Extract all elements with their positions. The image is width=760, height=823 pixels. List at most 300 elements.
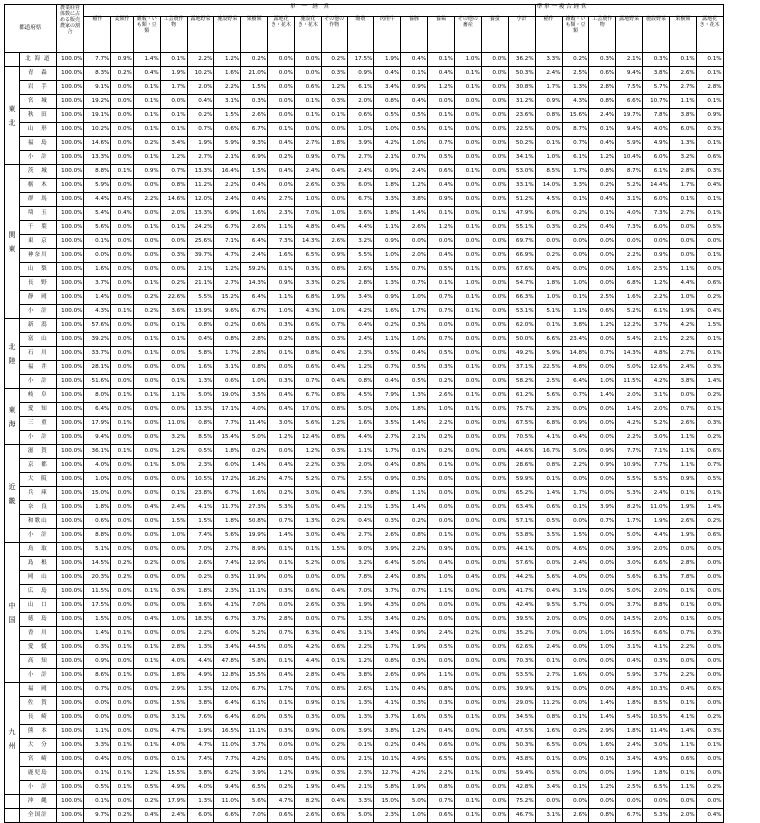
cell-value: 6.9%	[241, 151, 268, 165]
prefecture-name: 宮 崎	[20, 753, 57, 767]
cell-value: 0.4%	[321, 795, 347, 809]
cell-value: 0.0%	[454, 431, 481, 445]
cell-value: 59.2%	[241, 263, 268, 277]
cell-value: 3.1%	[616, 193, 643, 207]
cell-value: 14.6%	[160, 193, 187, 207]
cell-value: 12.0%	[187, 193, 214, 207]
cell-value: 1.6%	[268, 249, 295, 263]
table-row	[5, 809, 754, 823]
cell-value: 4.4%	[347, 221, 374, 235]
cell-value: 1.0%	[84, 473, 111, 487]
column-header: 果樹類	[669, 17, 696, 53]
cell-value: 0.0%	[294, 53, 321, 67]
cell-value: 1.5%	[241, 165, 268, 179]
cell-value: 0.9%	[374, 473, 401, 487]
cell-value: 0.7%	[294, 375, 321, 389]
cell-value: 0.0%	[669, 543, 696, 557]
cell-value: 3.1%	[616, 641, 643, 655]
cell-value: 0.9%	[294, 697, 321, 711]
cell-value: 5.0%	[187, 389, 214, 403]
cell-value: 0.9%	[401, 669, 428, 683]
cell-value: 6.7%	[214, 487, 241, 501]
cell-value: 23.8%	[187, 487, 214, 501]
cell-value: 0.1%	[535, 319, 562, 333]
table-row	[5, 95, 754, 109]
cell-value: 1.7%	[374, 445, 401, 459]
cell-value: 3.0%	[294, 529, 321, 543]
cell-value: 1.8%	[214, 445, 241, 459]
cell-value: 0.3%	[84, 641, 111, 655]
cell-value: 6.0%	[643, 151, 670, 165]
cell-value: 5.0%	[401, 557, 428, 571]
region-label: 東 海	[5, 389, 20, 445]
cell-value: 1.2%	[321, 81, 347, 95]
cell-value: 1.9%	[643, 515, 670, 529]
cell-value: 0.0%	[428, 487, 455, 501]
cell-value: 0.9%	[696, 109, 723, 123]
table-row	[5, 473, 754, 487]
cell-value: 0.0%	[481, 655, 508, 669]
cell-value: 53.1%	[508, 305, 535, 319]
cell-value: 5.0%	[401, 795, 428, 809]
cell-value: 0.9%	[589, 459, 616, 473]
cell-value: 3.4%	[214, 641, 241, 655]
cell-value: 6.7%	[214, 613, 241, 627]
cell-value: 0.6%	[214, 123, 241, 137]
cell-value: 0.0%	[111, 109, 134, 123]
cell-value: 1.0%	[401, 333, 428, 347]
cell-value: 0.0%	[481, 95, 508, 109]
cell-value: 4.3%	[84, 305, 111, 319]
cell-value: 0.0%	[481, 557, 508, 571]
prefecture-name: 埼 玉	[20, 207, 57, 221]
table-row	[5, 781, 754, 795]
cell-value: 6.4%	[562, 375, 589, 389]
cell-value: 9.1%	[535, 683, 562, 697]
cell-value: 0.0%	[111, 459, 134, 473]
table-row	[5, 599, 754, 613]
cell-value: 0.6%	[428, 739, 455, 753]
cell-value: 0.3%	[321, 445, 347, 459]
cell-value: 69.7%	[508, 235, 535, 249]
cell-value: 0.0%	[696, 235, 723, 249]
cell-value: 2.8%	[669, 557, 696, 571]
cell-value: 2.4%	[374, 571, 401, 585]
cell-value: 0.0%	[589, 473, 616, 487]
cell-value: 0.1%	[133, 81, 160, 95]
cell-value: 0.4%	[401, 739, 428, 753]
cell-value: 1.5%	[160, 697, 187, 711]
cell-value: 0.4%	[321, 501, 347, 515]
cell-value: 0.6%	[321, 809, 347, 823]
cell-value: 2.1%	[347, 781, 374, 795]
cell-value: 2.6%	[428, 389, 455, 403]
cell-value: 0.2%	[428, 445, 455, 459]
cell-value: 11.1%	[241, 725, 268, 739]
cell-value: 4.1%	[669, 711, 696, 725]
cell-value: 0.1%	[133, 277, 160, 291]
table-row	[5, 571, 754, 585]
cell-value: 0.0%	[481, 501, 508, 515]
cell-value: 0.0%	[562, 515, 589, 529]
cell-value: 7.0%	[241, 599, 268, 613]
cell-value: 0.1%	[160, 333, 187, 347]
cell-value: 9.4%	[616, 123, 643, 137]
cell-value: 2.6%	[374, 529, 401, 543]
cell-value: 9.3%	[241, 137, 268, 151]
cell-value: 0.1%	[133, 739, 160, 753]
cell-value: 0.1%	[454, 165, 481, 179]
cell-value: 0.6%	[84, 515, 111, 529]
prefecture-name: 神奈川	[20, 249, 57, 263]
region-label: 東 北	[5, 67, 20, 165]
cell-value: 11.9%	[241, 571, 268, 585]
cell-value: 10.5%	[643, 711, 670, 725]
cell-value: 0.1%	[160, 753, 187, 767]
cell-value: 3.3%	[562, 179, 589, 193]
cell-value: 2.8%	[268, 613, 295, 627]
cell-value: 6.1%	[347, 81, 374, 95]
cell-value: 0.0%	[133, 207, 160, 221]
cell-value: 5.0%	[616, 585, 643, 599]
cell-value: 2.2%	[669, 641, 696, 655]
cell-value: 0.0%	[562, 753, 589, 767]
cell-value: 0.0%	[696, 753, 723, 767]
cell-value: 14.8%	[562, 347, 589, 361]
cell-value: 5.8%	[187, 347, 214, 361]
cell-value: 0.7%	[187, 123, 214, 137]
cell-value: 100.0%	[56, 571, 84, 585]
cell-value: 0.0%	[481, 529, 508, 543]
cell-value: 0.1%	[111, 781, 134, 795]
cell-value: 0.0%	[589, 599, 616, 613]
cell-value: 2.4%	[535, 67, 562, 81]
cell-value: 5.9%	[214, 137, 241, 151]
cell-value: 0.6%	[696, 151, 723, 165]
prefecture-name: 長 崎	[20, 711, 57, 725]
cell-value: 0.0%	[589, 235, 616, 249]
cell-value: 0.9%	[428, 543, 455, 557]
cell-value: 0.1%	[133, 585, 160, 599]
cell-value: 0.0%	[669, 655, 696, 669]
cell-value: 0.0%	[481, 305, 508, 319]
cell-value: 0.2%	[696, 781, 723, 795]
cell-value: 5.7%	[643, 81, 670, 95]
cell-value: 5.0%	[241, 431, 268, 445]
column-header: その他の畜産	[454, 17, 481, 53]
cell-value: 0.0%	[696, 599, 723, 613]
cell-value: 0.1%	[535, 753, 562, 767]
cell-value: 8.8%	[84, 165, 111, 179]
cell-value: 0.8%	[535, 109, 562, 123]
cell-value: 2.7%	[669, 347, 696, 361]
cell-value: 0.6%	[428, 809, 455, 823]
cell-value: 16.4%	[214, 165, 241, 179]
cell-value: 0.0%	[481, 81, 508, 95]
cell-value: 100.0%	[56, 193, 84, 207]
cell-value: 100.0%	[56, 655, 84, 669]
cell-value: 0.1%	[347, 739, 374, 753]
cell-value: 4.9%	[187, 669, 214, 683]
cell-value: 1.5%	[321, 543, 347, 557]
table-row	[5, 333, 754, 347]
cell-value: 21.0%	[241, 67, 268, 81]
cell-value: 0.0%	[589, 613, 616, 627]
cell-value: 2.3%	[187, 459, 214, 473]
cell-value: 37.1%	[508, 361, 535, 375]
cell-value: 0.0%	[696, 641, 723, 655]
cell-value: 0.0%	[669, 389, 696, 403]
column-header: 稲作	[84, 17, 111, 53]
cell-value: 42.4%	[508, 599, 535, 613]
cell-value: 2.2%	[616, 249, 643, 263]
cell-value: 7.9%	[374, 389, 401, 403]
cell-value: 0.0%	[454, 669, 481, 683]
cell-value: 0.0%	[133, 571, 160, 585]
table-row	[5, 137, 754, 151]
column-header: 露地花き・花木	[696, 17, 723, 53]
cell-value: 0.6%	[241, 319, 268, 333]
cell-value: 0.0%	[481, 725, 508, 739]
cell-value: 0.0%	[111, 235, 134, 249]
cell-value: 2.2%	[562, 459, 589, 473]
cell-value: 0.4%	[374, 67, 401, 81]
cell-value: 1.4%	[535, 487, 562, 501]
prefecture-name: 岐 阜	[20, 389, 57, 403]
cell-value: 0.1%	[696, 193, 723, 207]
cell-value: 0.8%	[294, 333, 321, 347]
cell-value: 5.0%	[616, 529, 643, 543]
table-row	[5, 165, 754, 179]
cell-value: 0.1%	[111, 739, 134, 753]
cell-value: 0.0%	[268, 599, 295, 613]
cell-value: 4.0%	[187, 781, 214, 795]
cell-value: 0.0%	[111, 473, 134, 487]
cell-value: 7.0%	[535, 627, 562, 641]
cell-value: 1.6%	[84, 263, 111, 277]
cell-value: 0.2%	[111, 557, 134, 571]
cell-value: 4.1%	[535, 431, 562, 445]
cell-value: 3.1%	[562, 585, 589, 599]
cell-value: 0.0%	[111, 333, 134, 347]
cell-value: 8.5%	[187, 431, 214, 445]
cell-value: 4.1%	[187, 501, 214, 515]
cell-value: 100.0%	[56, 473, 84, 487]
cell-value: 100.0%	[56, 557, 84, 571]
cell-value: 2.0%	[347, 95, 374, 109]
prefecture-name: 島 根	[20, 557, 57, 571]
table-row	[5, 669, 754, 683]
prefecture-name: 石 川	[20, 347, 57, 361]
region-label: 関 東	[5, 165, 20, 319]
cell-value: 0.9%	[268, 277, 295, 291]
cell-value: 0.1%	[696, 67, 723, 81]
cell-value: 0.5%	[535, 515, 562, 529]
cell-value: 0.0%	[481, 487, 508, 501]
cell-value: 0.3%	[696, 627, 723, 641]
cell-value: 0.8%	[347, 375, 374, 389]
cell-value: 0.0%	[428, 473, 455, 487]
cell-value: 0.9%	[428, 193, 455, 207]
cell-value: 0.9%	[374, 165, 401, 179]
cell-value: 0.0%	[268, 753, 295, 767]
cell-value: 0.1%	[133, 109, 160, 123]
cell-value: 3.2%	[669, 151, 696, 165]
cell-value: 0.1%	[84, 767, 111, 781]
cell-value: 0.0%	[481, 753, 508, 767]
cell-value: 0.7%	[669, 403, 696, 417]
cell-value: 2.1%	[616, 53, 643, 67]
cell-value: 49.2%	[508, 347, 535, 361]
cell-value: 53.5%	[508, 669, 535, 683]
cell-value: 14.5%	[84, 557, 111, 571]
column-header: 露地野菜	[187, 17, 214, 53]
cell-value: 0.8%	[321, 389, 347, 403]
cell-value: 7.8%	[669, 571, 696, 585]
cell-value: 6.0%	[241, 711, 268, 725]
cell-value: 3.8%	[562, 319, 589, 333]
cell-value: 4.7%	[268, 795, 295, 809]
cell-value: 0.1%	[268, 263, 295, 277]
cell-value: 1.4%	[696, 375, 723, 389]
prefecture-name: 小 計	[20, 781, 57, 795]
cell-value: 7.6%	[187, 711, 214, 725]
cell-value: 0.4%	[535, 585, 562, 599]
cell-value: 0.5%	[401, 375, 428, 389]
cell-value: 0.4%	[347, 319, 374, 333]
cell-value: 1.9%	[616, 767, 643, 781]
cell-value: 0.1%	[111, 165, 134, 179]
cell-value: 22.5%	[508, 123, 535, 137]
cell-value: 100.0%	[56, 641, 84, 655]
prefecture-name: 栃 木	[20, 179, 57, 193]
cell-value: 24.2%	[187, 221, 214, 235]
cell-value: 0.4%	[562, 431, 589, 445]
table-row	[5, 795, 754, 809]
cell-value: 0.3%	[696, 361, 723, 375]
cell-value: 0.4%	[696, 179, 723, 193]
cell-value: 59.4%	[508, 767, 535, 781]
cell-value: 0.1%	[669, 585, 696, 599]
table-row	[5, 319, 754, 333]
cell-value: 0.0%	[294, 739, 321, 753]
cell-value: 0.8%	[428, 781, 455, 795]
cell-value: 5.6%	[616, 571, 643, 585]
cell-value: 11.0%	[160, 417, 187, 431]
cell-value: 0.0%	[160, 263, 187, 277]
cell-value: 0.5%	[535, 767, 562, 781]
cell-value: 3.4%	[374, 81, 401, 95]
cell-value: 0.0%	[589, 585, 616, 599]
cell-value: 7.8%	[347, 571, 374, 585]
cell-value: 1.0%	[374, 123, 401, 137]
cell-value: 3.1%	[535, 809, 562, 823]
cell-value: 7.7%	[643, 459, 670, 473]
cell-value: 0.0%	[454, 333, 481, 347]
cell-value: 0.3%	[428, 697, 455, 711]
cell-value: 5.6%	[535, 389, 562, 403]
cell-value: 0.0%	[454, 613, 481, 627]
cell-value: 0.0%	[696, 585, 723, 599]
table-row	[5, 347, 754, 361]
cell-value: 0.2%	[374, 739, 401, 753]
cell-value: 0.0%	[268, 641, 295, 655]
cell-value: 1.9%	[347, 599, 374, 613]
cell-value: 0.0%	[669, 235, 696, 249]
cell-value: 7.3%	[268, 235, 295, 249]
cell-value: 0.3%	[268, 375, 295, 389]
cell-value: 0.0%	[589, 417, 616, 431]
cell-value: 3.8%	[401, 193, 428, 207]
cell-value: 1.6%	[535, 725, 562, 739]
cell-value: 0.4%	[374, 375, 401, 389]
cell-value: 0.6%	[321, 641, 347, 655]
cell-value: 1.4%	[616, 403, 643, 417]
cell-value: 0.5%	[428, 263, 455, 277]
cell-value: 100.0%	[56, 613, 84, 627]
cell-value: 11.0%	[214, 795, 241, 809]
cell-value: 1.0%	[241, 375, 268, 389]
cell-value: 1.0%	[669, 291, 696, 305]
prefecture-name: 岡 山	[20, 571, 57, 585]
cell-value: 5.6%	[84, 221, 111, 235]
cell-value: 10.5%	[187, 473, 214, 487]
cell-value: 33.7%	[84, 347, 111, 361]
cell-value: 3.7%	[643, 319, 670, 333]
cell-value: 2.2%	[643, 291, 670, 305]
cell-value: 0.0%	[133, 235, 160, 249]
cell-value: 6.2%	[214, 767, 241, 781]
cell-value: 0.7%	[428, 795, 455, 809]
cell-value: 0.0%	[562, 795, 589, 809]
cell-value: 5.0%	[347, 403, 374, 417]
cell-value: 1.3%	[187, 683, 214, 697]
cell-value: 0.1%	[535, 655, 562, 669]
cell-value: 0.9%	[669, 473, 696, 487]
cell-value: 0.7%	[84, 683, 111, 697]
cell-value: 15.6%	[562, 109, 589, 123]
cell-value: 0.1%	[562, 193, 589, 207]
cell-value: 5.3%	[643, 809, 670, 823]
prefecture-name: 北 海 道	[20, 53, 57, 67]
cell-value: 0.7%	[401, 263, 428, 277]
cell-value: 1.0%	[401, 291, 428, 305]
cell-value: 4.4%	[669, 277, 696, 291]
cell-value: 1.9%	[187, 725, 214, 739]
cell-value: 4.4%	[347, 431, 374, 445]
cell-value: 3.3%	[374, 193, 401, 207]
cell-value: 75.7%	[508, 403, 535, 417]
cell-value: 0.6%	[428, 165, 455, 179]
column-header: 養豚	[401, 17, 428, 53]
cell-value: 6.6%	[616, 95, 643, 109]
cell-value: 2.5%	[347, 473, 374, 487]
table-row	[5, 613, 754, 627]
cell-value: 0.1%	[562, 781, 589, 795]
cell-value: 0.0%	[616, 235, 643, 249]
cell-value: 0.3%	[643, 53, 670, 67]
cell-value: 0.0%	[562, 473, 589, 487]
cell-value: 1.3%	[347, 697, 374, 711]
cell-value: 0.0%	[481, 515, 508, 529]
cell-value: 0.1%	[160, 375, 187, 389]
cell-value: 0.0%	[111, 795, 134, 809]
cell-value: 0.0%	[160, 473, 187, 487]
cell-value: 6.1%	[643, 305, 670, 319]
cell-value: 0.0%	[268, 445, 295, 459]
cell-value: 4.0%	[643, 123, 670, 137]
cell-value: 1.3%	[669, 137, 696, 151]
